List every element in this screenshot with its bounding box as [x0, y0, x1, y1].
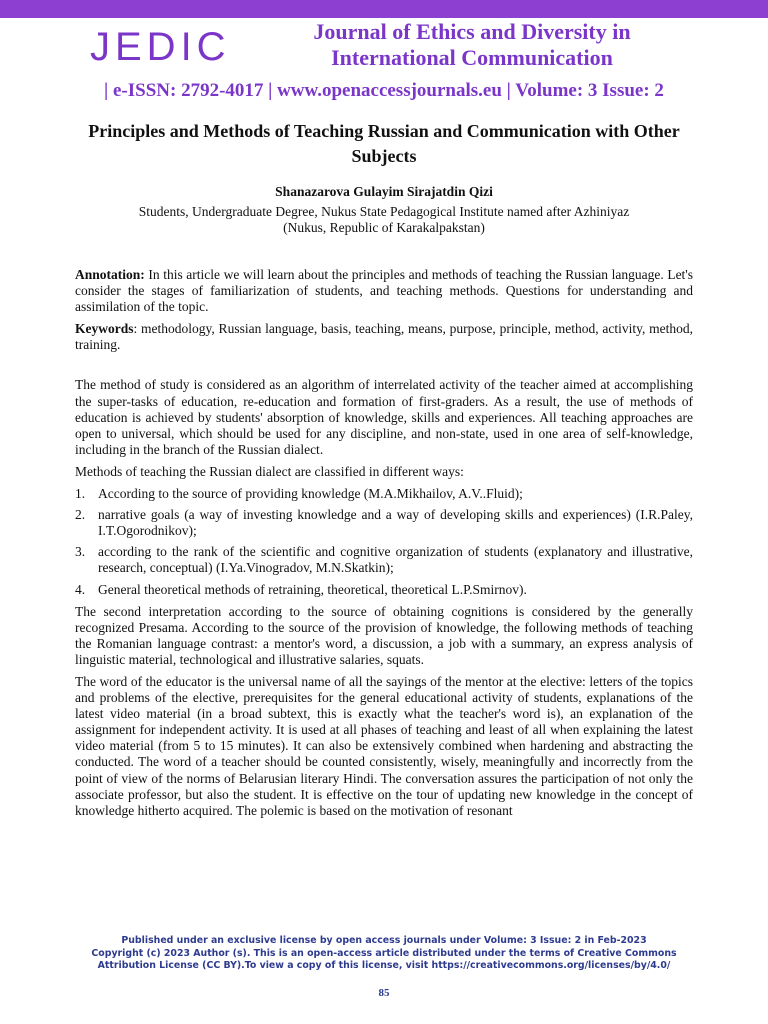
- list-number: 3.: [75, 544, 86, 560]
- journal-logo: JEDIC: [90, 25, 231, 69]
- annotation-text: In this article we will learn about the principles and methods of teaching the Russian language. Let's consider the stages of familiarization of students, and teaching methods. Questions for understanding and assimilation of the topic.: [75, 267, 693, 315]
- annotation-label: Annotation:: [75, 267, 145, 282]
- list-number: 4.: [75, 581, 86, 597]
- page-number: 85: [378, 987, 390, 999]
- list-text: General theoretical methods of retraining, theoretical, theoretical L.P.Smirnov).: [98, 581, 527, 597]
- list-number: 1.: [75, 486, 86, 502]
- list-item: [75, 486, 693, 502]
- methods-list: [75, 486, 693, 598]
- list-item: [75, 544, 693, 576]
- body-paragraph-2: Methods of teaching the Russian dialect are classified in different ways:: [75, 463, 464, 479]
- footer-copyright-line: Copyright (c) 2023 Author (s). This is an open-access article distributed under the terms of Creative Commons: [91, 947, 677, 959]
- journal-title: Journal of Ethics and Diversity in International Communication: [313, 19, 631, 70]
- list-item: [75, 507, 693, 539]
- keywords-text: : methodology, Russian language, basis, teaching, means, purpose, principle, method, activity, method, training.: [75, 321, 693, 353]
- list-text: according to the rank of the scientific and cognitive organization of students (explanatory and illustrative, research, conceptual) (I.Ya.Vinogradov, M.N.Skatkin);: [98, 544, 693, 576]
- issn-line: | e-ISSN: 2792-4017 | www.openaccessjournals.eu | Volume: 3 Issue: 2: [104, 80, 664, 101]
- keywords-label: Keywords: [75, 321, 134, 337]
- list-text: narrative goals (a way of investing knowledge and a way of developing skills and experiences) (I.R.Paley, I.T.Ogorodnikov);: [98, 507, 693, 539]
- annotation-paragraph: [75, 267, 693, 315]
- author-name: Shanazarova Gulayim Sirajatdin Qizi: [275, 184, 493, 199]
- license-footer: [0, 935, 768, 973]
- section-gap: [75, 359, 693, 377]
- list-item: [75, 582, 693, 598]
- footer-license-line: Attribution License (CC BY).To view a copy of this license, visit https://creativecommons.org/licenses/by/4.0/: [97, 960, 671, 971]
- header-color-bar: [0, 0, 768, 18]
- list-text: According to the source of providing knowledge (M.A.Mikhailov, A.V..Fluid);: [98, 486, 523, 502]
- list-number: 2.: [75, 507, 86, 523]
- paper-title: Principles and Methods of Teaching Russian and Communication with Other Subjects: [88, 121, 680, 166]
- affiliation-line: Students, Undergraduate Degree, Nukus State Pedagogical Institute named after Azhiniyaz: [138, 204, 630, 219]
- body-paragraph-3: The second interpretation according to the source of obtaining cognitions is considered by the generally recognized Presama. According to the source of the provision of knowledge, the following methods of teaching the Romanian language contrast: a mentor's word, a discussion, a job with a summary, an express analysis of linguistic material, technological and illustrative salaries, squats.: [75, 603, 693, 667]
- article-body: [75, 267, 693, 825]
- keywords-paragraph: [75, 321, 693, 353]
- affiliation-location: (Nukus, Republic of Karakalpakstan): [283, 220, 485, 235]
- author-affiliation: [0, 204, 768, 236]
- body-paragraph-4: The word of the educator is the universal name of all the sayings of the mentor at the elective: letters of the topics and problems of the elective, prerequisites for the general educational activity of students, explanations of the latest video material (in a broad subtext, this is exactly what the teacher's word is), an explanation of the assignment for independent activity. It is used at all phases of teaching and least of all when explaining the latest video material (from 5 to 15 minutes). It can also be extensively combined when hardening and abstracting the conducted. The word of a teacher should be counted consistently, wisely, meaningfully and incorrectly from the point of view of the norms of Belarusian literary Hindi. The conversation assures the participation of not only the associate professor, but also the student. It is effective on the tour of updating new knowledge in the concept of knowledge hitherto acquired. The polemic is based on the motivation of resonant: [75, 673, 693, 818]
- footer-published-line: Published under an exclusive license by open access journals under Volume: 3 Issue: 2 in Feb-2023: [121, 935, 647, 946]
- body-paragraph-1: The method of study is considered as an algorithm of interrelated activity of the teacher aimed at accomplishing the super-tasks of education, re-education and formation of first-graders. As a result, the use of methods of education is achieved by students' absorption of knowledge, skills and experiences. All teaching approaches are open to universal, which should be used for any discipline, and non-state, used in one area of self-knowledge, including in the branch of the Russian dialect.: [75, 377, 693, 457]
